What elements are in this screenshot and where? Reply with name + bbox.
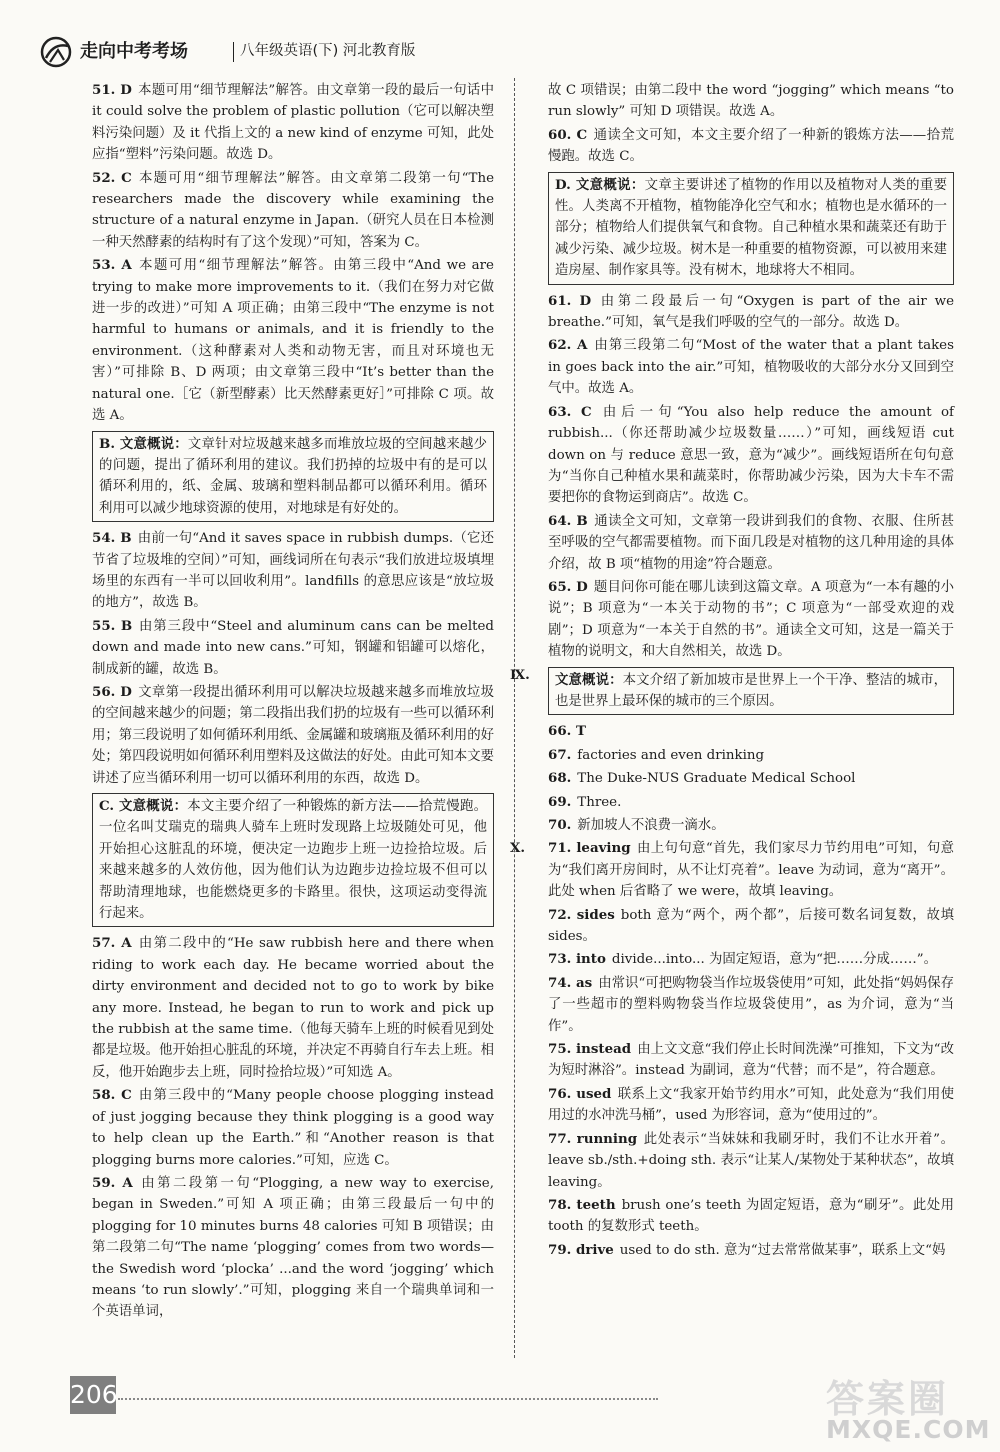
answer-number: 75. instead xyxy=(548,1041,632,1058)
answer-explanation: 由第二段中的“He saw rubbish here and there when riding to work each day. He became worried about the dirty environment and decided not to go to work by bike any more. Instead, he began to run to work and pick up the rubbish at the same time.（他每天骑车上班的时候看见到处都是垃圾。他开始担心脏乱的环境，并决定不再骑自行车去上班。相反，他开始跑步去上班，同时捡拾垃圾）”可知选 A。 xyxy=(92,936,494,1080)
answer-item xyxy=(548,815,954,836)
summary-box xyxy=(548,172,954,285)
answer-item xyxy=(548,1195,954,1238)
answer-number: 76. used xyxy=(548,1085,612,1102)
answer-number: 61. D xyxy=(548,292,592,309)
brand-title: 走向中考考场 xyxy=(80,41,188,62)
answer-number: 65. D xyxy=(548,578,588,595)
answer-item xyxy=(548,1039,954,1082)
summary-label: B. 文意概说： xyxy=(99,435,188,452)
answer-explanation: 故 C 项错误；由第二段中 the word “jogging” which means “to run slowly” 可知 D 项错误。故选 A。 xyxy=(548,83,954,120)
answer-item xyxy=(548,1240,954,1261)
answer-item xyxy=(548,1129,954,1193)
summary-label: D. 文意概说： xyxy=(555,176,645,193)
column-divider xyxy=(514,78,515,1358)
summary-text: 文章主要讲述了植物的作用以及植物对人类的重要性。人类离不开植物，植物能净化空气和水；植物也是水循环的一部分；植物给人们提供氧气和食物。自己种植水果和蔬菜还有助于减少污染、减少垃圾。树木是一种重要的植物资源，可以被用来建造房屋、制作家具等。没有树木，地球将大不相同。 xyxy=(555,177,947,279)
left-column xyxy=(92,80,494,1325)
answer-number: 52. C xyxy=(92,169,132,186)
watermark-sub: MXQE.COM xyxy=(826,1415,991,1444)
answer-item xyxy=(548,905,954,948)
answer-item xyxy=(548,745,954,766)
answer-item xyxy=(92,616,494,680)
answer-explanation: 由上句句意“首先，我们家尽力节约用电”可知，句意为“我们离开房间时，从不让灯亮着”。leave 为动词，意为“离开”。此处 when 后省略了 we were，故填 leaving。 xyxy=(548,841,954,900)
answer-item xyxy=(92,80,494,166)
summary-text: 本文介绍了新加坡市是世界上一个干净、整洁的城市，也是世界上最环保的城市的三个原因。 xyxy=(555,672,947,709)
answer-number: 79. drive xyxy=(548,1241,614,1258)
answer-number: 59. A xyxy=(92,1174,133,1191)
answer-item xyxy=(548,721,954,742)
answer-item xyxy=(548,80,954,123)
answer-explanation: used to do sth. 意为“过去常常做某事”，联系上文“妈 xyxy=(619,1242,946,1258)
answer-number: 69. xyxy=(548,793,572,810)
answer-item xyxy=(92,168,494,254)
summary-label: C. 文意概说： xyxy=(99,798,188,814)
page-number: 206 xyxy=(70,1376,116,1414)
answer-explanation: 由第二段最后一句“Oxygen is part of the air we breathe.”可知，氧气是我们呼吸的空气的一部分。故选 D。 xyxy=(548,293,955,331)
answer-number: 56. D xyxy=(92,683,132,700)
answer-explanation: Three. xyxy=(577,794,622,810)
answer-explanation: 由第三段中“Steel and aluminum cans can be melted down and made into new cans.”可知，钢罐和铝罐可以熔化，制成新的罐，故选 B。 xyxy=(92,618,494,677)
answer-explanation: 文章第一段提出循环利用可以解决垃圾越来越多而堆放垃圾的空间越来越少的问题；第二段指出我们扔的垃圾有一些可以循环利用；第三段说明了如何循环利用纸、金属罐和玻璃瓶及循环利用的好处；第四段说明如何循环利用塑料及这做法的好处。由此可知本文要讲述了应当循环利用一切可以循环利用的东西，故选 D。 xyxy=(92,684,495,786)
answer-item xyxy=(548,402,954,509)
answer-explanation: factories and even drinking xyxy=(577,747,765,763)
answer-explanation: 联系上文“我家开始节约用水”可知，此处意为“我们用使用过的水冲洗马桶”，used 为形容词，意为“使用过的”。 xyxy=(548,1086,954,1124)
answer-number: 77. running xyxy=(548,1130,638,1147)
answer-explanation: 由前一句“And it saves space in rubbish dumps.（它还节省了垃圾堆的空间）”可知，画线词所在句表示“我们放进垃圾填埋场里的东西有一半可以回收利用”。landfills 的意思应该是“放垃圾的地方”，故选 B。 xyxy=(92,531,494,611)
answer-number: 73. into xyxy=(548,951,606,968)
summary-box xyxy=(92,793,494,927)
answer-explanation: 由常识“可把购物袋当作垃圾袋使用”可知，此处指“妈妈保存了一些超市的塑料购物袋当作垃圾袋使用”，as 为介词，意为“当作”。 xyxy=(548,975,954,1034)
answer-item xyxy=(92,933,494,1083)
page-header xyxy=(40,36,480,68)
section-number: Ⅹ. xyxy=(510,840,526,857)
answer-number: 78. teeth xyxy=(548,1196,616,1213)
answer-explanation: 新加坡人不浪费一滴水。 xyxy=(577,818,725,833)
answer-explanation: 本题可用“细节理解法”解答。由第三段中“And we are trying to make more improvements to it.（我们在努力对它做进一步的改进）”可知 A 项正确；由第三段中“The enzyme is not harmful to humans or animals, and it is friendly to the environment.（这种酵素对人类和动物无害，而且对环境也无害）”可排除 B、D 两项；由文章第三段中“It’s better than the natural one.［它（新型酵素）比天然酵素更好］”可排除 C 项。故选 A。 xyxy=(92,258,494,424)
answer-item xyxy=(548,792,954,813)
answer-number: 51. D xyxy=(92,82,132,98)
answer-item xyxy=(548,973,954,1037)
section-number: Ⅸ. xyxy=(510,666,530,683)
answer-number: 60. C xyxy=(548,126,588,143)
answer-item xyxy=(548,949,954,970)
answer-number: 63. C xyxy=(548,403,592,420)
answer-item xyxy=(548,511,954,575)
page-footer xyxy=(0,1368,1000,1444)
answer-item xyxy=(548,291,954,334)
answer-item xyxy=(548,1084,954,1127)
summary-text: 文章针对垃圾越来越多而堆放垃圾的空间越来越少的问题，提出了循环利用的建议。我们扔掉的垃圾中有的是可以循环利用的，纸、金属、玻璃和塑料制品都可以循环利用。循环利用可以减少地球资源的使用，对地球是有好处的。 xyxy=(99,436,487,516)
answer-item xyxy=(548,577,954,663)
answer-item xyxy=(92,255,494,426)
answer-explanation: 由第二段第一句“Plogging, a new way to exercise, began in Sweden.”可知 A 项正确；由第三段最后一句中的 plogging for 10 minutes burns 48 calories 可知 B 项错误；由第二段第二句“The name ‘plogging’ comes from two words—the Swedish word ‘plocka’ ...and the word ‘jogging’ which means ‘to run slowly’.”可知，plogging 来自一个瑞典单词和一个英语单词， xyxy=(92,1175,494,1320)
answer-number: 62. A xyxy=(548,337,588,354)
answer-number: 71. leaving xyxy=(548,840,631,857)
answer-explanation: both 意为“两个，两个都”，后接可数名词复数，故填 sides。 xyxy=(548,907,954,945)
answer-explanation: 由后一句“You also help reduce the amount of rubbish...（你还帮助减少垃圾数量……）”可知，画线短语 cut down on 与 reduce 意思一致，意为“减少”。画线短语所在句句意为“当你自己种植水果和蔬菜时，你帮助减少污染，因为大卡车不需要把你的食物运到商店”。故选 C。 xyxy=(548,404,954,506)
answer-item xyxy=(548,125,954,168)
answer-explanation: 通读全文可知，本文主要介绍了一种新的锻炼方法——拾荒慢跑。故选 C。 xyxy=(548,127,954,165)
answer-item xyxy=(92,1173,494,1323)
section-answer xyxy=(510,838,954,904)
summary-box xyxy=(548,667,954,716)
answer-number: 66. T xyxy=(548,723,586,740)
answer-number: 67. xyxy=(548,746,572,763)
answer-item xyxy=(548,335,954,399)
answer-explanation: 通读全文可知，文章第一段讲到我们的食物、衣服、住所甚至呼吸的空气都需要植物。而下面几段是对植物的这几种用途的具体介绍，故 B 项“植物的用途”符合题意。 xyxy=(548,513,955,572)
answer-number: 70. xyxy=(548,817,572,833)
answer-explanation: 由第三段中的“Many people choose plogging instead of just jogging because they think plogging is a good way to help clean up the Earth.”和“Another reason is that plogging burns more calories.”可知，应选 C。 xyxy=(92,1088,494,1168)
answer-number: 54. B xyxy=(92,530,132,547)
answer-item xyxy=(92,1085,494,1171)
runner-logo-icon xyxy=(40,36,72,68)
section-summary xyxy=(510,665,954,722)
answer-number: 74. as xyxy=(548,974,593,991)
answer-explanation: 由上文文意“我们停止长时间洗澡”可推知，下文为“改为短时淋浴”。instead 为副词，意为“代替；而不是”，符合题意。 xyxy=(548,1042,954,1079)
right-column xyxy=(510,80,955,1263)
answer-explanation: The Duke-NUS Graduate Medical School xyxy=(577,771,856,787)
answer-item xyxy=(92,682,494,789)
answer-number: 55. B xyxy=(92,617,133,634)
answer-number: 72. sides xyxy=(548,906,615,923)
answer-explanation: 本题可用“细节理解法”解答。由文章第二段第一句“The researchers made the discovery while examining the structure of a natural enzyme in Japan.（研究人员在日本检测一种天然酵素的结构时有了这个发现）”可知，答案为 C。 xyxy=(92,170,494,250)
summary-label: 文意概说： xyxy=(555,671,623,688)
answer-number: 64. B xyxy=(548,512,588,529)
answer-number: 53. A xyxy=(92,257,132,274)
answer-item xyxy=(548,838,954,902)
answer-explanation: divide...into... 为固定短语，意为“把……分成……”。 xyxy=(611,952,937,968)
answer-number: 58. C xyxy=(92,1087,132,1104)
header-divider xyxy=(233,42,234,62)
watermark xyxy=(826,1368,990,1444)
footer-dotted-rule xyxy=(118,1398,658,1400)
watermark-main: 答案圈 xyxy=(826,1377,950,1421)
answer-explanation: 题目问你可能在哪儿读到这篇文章。A 项意为“一本有趣的小说”；B 项意为“一本关于动物的书”；C 项意为“一部受欢迎的戏剧”；D 项意为“一本关于自然的书”。通读全文可知，这是一篇关于植物的说明文，和大自然相关，故选 D。 xyxy=(548,579,954,660)
answer-explanation: 本题可用“细节理解法”解答。由文章第一段的最后一句话中 it could solve the problem of plastic pollution（它可以解决塑料污染问题）及 it 代指上文的 a new kind of enzyme 可知，此处应指“塑料”污染问题。故选 D。 xyxy=(92,83,494,163)
answer-explanation: 由第三段第二句“Most of the water that a plant takes in goes back into the air.”可知，植物吸收的大部分水分又回到空气中。故选 A。 xyxy=(548,338,954,397)
answer-number: 68. xyxy=(548,770,572,787)
summary-box xyxy=(92,431,494,523)
answer-item xyxy=(548,768,954,789)
answer-item xyxy=(92,528,494,614)
answer-explanation: 此处表示“当妹妹和我刷牙时，我们不让水开着”。leave sb./sth.+doing sth. 表示“让某人/某物处于某种状态”，故填 leaving。 xyxy=(548,1131,954,1190)
answer-number: 57. A xyxy=(92,935,132,952)
answer-explanation: brush one’s teeth 为固定短语，意为“刷牙”。此处用 tooth 的复数形式 teeth。 xyxy=(548,1197,954,1235)
book-series: 八年级英语(下) 河北教育版 xyxy=(240,43,416,59)
summary-text: 本文主要介绍了一种锻炼的新方法——拾荒慢跑。一位名叫艾瑞克的瑞典人骑车上班时发现路上垃圾随处可见，他开始担心这脏乱的环境，便决定一边跑步上班一边捡拾垃圾。后来越来越多的人效仿他，因为他们认为边跑步边捡垃圾不但可以帮助清理地球，也能燃烧更多的卡路里。很快，这项运动变得流行起来。 xyxy=(99,799,487,922)
